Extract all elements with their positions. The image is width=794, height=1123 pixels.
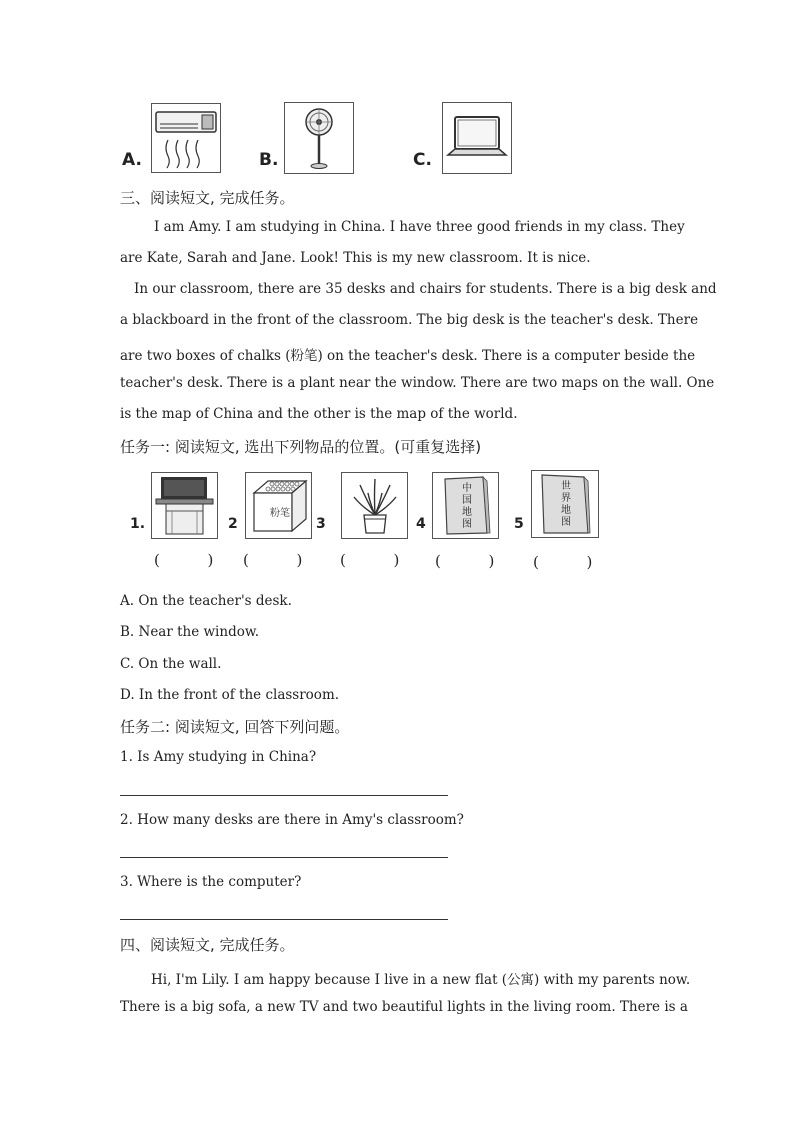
passage-line: Hi, I'm Lily. I am happy because I live in a new flat (公寓) with my parents now. (151, 972, 691, 988)
potted-plant-icon (341, 472, 408, 539)
item-number: 2 (228, 516, 238, 532)
item-number: 5 (514, 516, 524, 532)
option-c-label: C. (413, 150, 432, 170)
choice-b: B. Near the window. (120, 624, 260, 640)
answer-blank[interactable]: ( ) (154, 551, 214, 569)
option-b-label: B. (259, 150, 279, 170)
choice-c: C. On the wall. (120, 656, 222, 672)
passage-line: are two boxes of chalks (粉笔) on the teacher's desk. There is a computer beside the (120, 348, 696, 364)
map-char: 世 (561, 481, 571, 492)
laptop-icon (442, 102, 512, 174)
answer-blank[interactable]: ( ) (243, 551, 303, 569)
answer-line-2[interactable] (120, 857, 448, 858)
passage-line: In our classroom, there are 35 desks and chairs for students. There is a big desk and (134, 281, 717, 297)
question-2: 2. How many desks are there in Amy's classroom? (120, 812, 464, 828)
item-number: 1. (130, 516, 146, 532)
choice-d: D. In the front of the classroom. (120, 687, 340, 703)
passage-line: teacher's desk. There is a plant near the window. There are two maps on the wall. One (120, 375, 715, 391)
section4-heading: 四、阅读短文, 完成任务。 (120, 936, 295, 954)
map-char: 界 (561, 493, 571, 504)
electric-fan-icon (284, 102, 354, 174)
passage-line: There is a big sofa, a new TV and two beautiful lights in the living room. There is a (120, 999, 688, 1015)
computer-desk-icon (151, 472, 218, 539)
passage-line: are Kate, Sarah and Jane. Look! This is my new classroom. It is nice. (120, 250, 591, 266)
question-1: 1. Is Amy studying in China? (120, 749, 317, 765)
answer-blank[interactable]: ( ) (340, 551, 400, 569)
answer-blank[interactable]: ( ) (435, 552, 495, 570)
map-char: 图 (462, 519, 472, 530)
china-map-icon (432, 472, 499, 539)
answer-line-3[interactable] (120, 919, 448, 920)
answer-line-1[interactable] (120, 795, 448, 796)
section3-heading: 三、阅读短文, 完成任务。 (120, 189, 295, 207)
map-char: 图 (561, 517, 571, 528)
task2-heading: 任务二: 阅读短文, 回答下列问题。 (120, 718, 350, 736)
map-char: 地 (462, 507, 472, 518)
item-number: 3 (316, 516, 326, 532)
question-3: 3. Where is the computer? (120, 874, 302, 890)
item-number: 4 (416, 516, 426, 532)
option-a-label: A. (122, 150, 142, 170)
air-conditioner-icon (151, 103, 221, 173)
passage-line: a blackboard in the front of the classroom. The big desk is the teacher's desk. There (120, 312, 699, 328)
world-map-icon (531, 470, 599, 538)
chalk-box-label: 粉笔 (270, 508, 290, 519)
passage-line: is the map of China and the other is the map of the world. (120, 406, 518, 422)
passage-line: I am Amy. I am studying in China. I have three good friends in my class. They (154, 219, 685, 235)
map-char: 中 (462, 483, 472, 494)
answer-blank[interactable]: ( ) (533, 553, 593, 571)
chalk-box-icon (245, 472, 312, 539)
task1-heading: 任务一: 阅读短文, 选出下列物品的位置。(可重复选择) (120, 438, 482, 456)
choice-a: A. On the teacher's desk. (120, 593, 292, 609)
map-char: 地 (561, 505, 571, 516)
map-char: 国 (462, 495, 472, 506)
